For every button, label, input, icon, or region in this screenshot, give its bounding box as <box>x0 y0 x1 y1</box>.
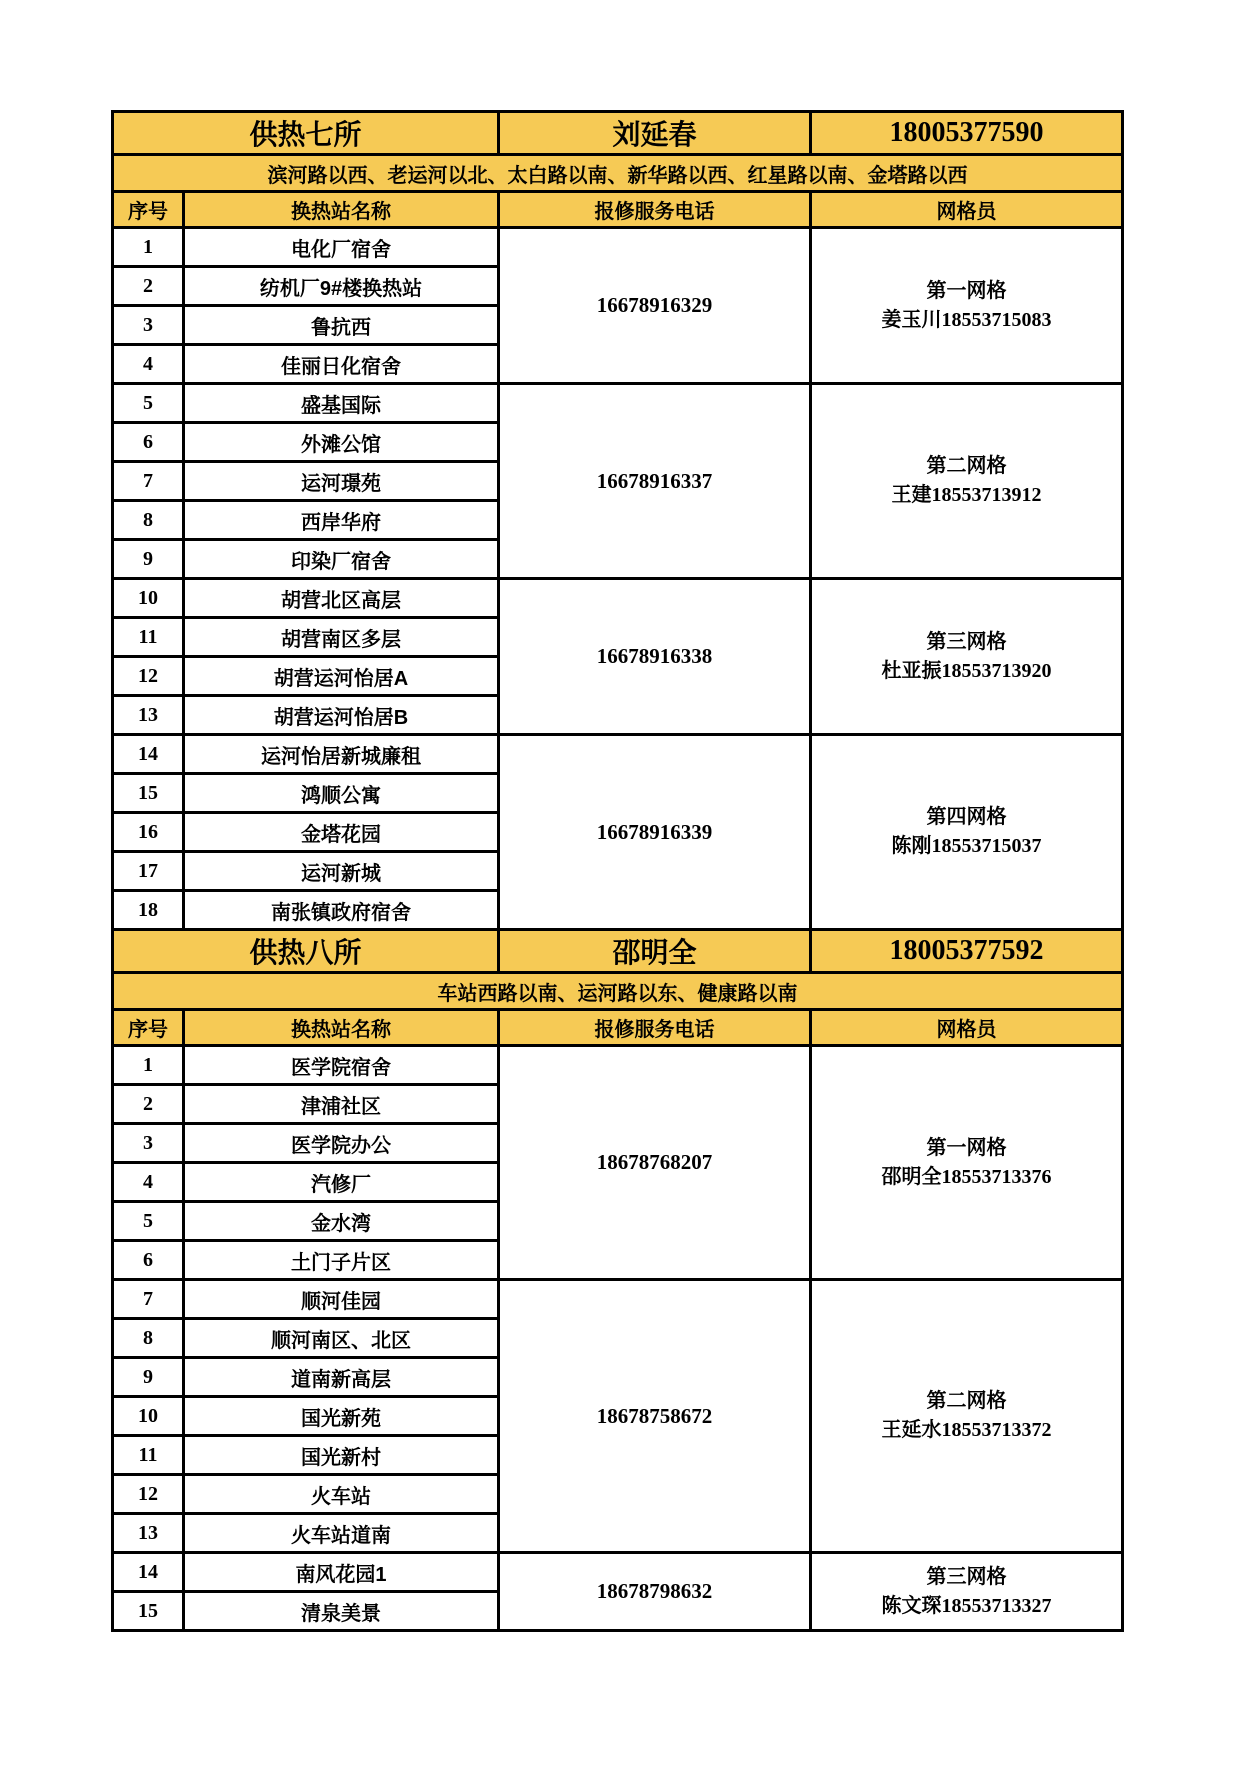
col-header-phone: 报修服务电话 <box>499 192 811 228</box>
station-name: 胡营运河怡居A <box>184 657 499 696</box>
col-header-station: 换热站名称 <box>184 192 499 228</box>
station-name: 火车站道南 <box>184 1514 499 1553</box>
station-name: 土门子片区 <box>184 1241 499 1280</box>
grid-worker: 姜玉川18553715083 <box>881 308 1052 331</box>
station-no: 11 <box>113 1436 184 1475</box>
manager-phone: 18005377592 <box>811 930 1123 973</box>
station-no: 5 <box>113 384 184 423</box>
station-no: 1 <box>113 1046 184 1085</box>
grid-worker-cell <box>811 579 1123 735</box>
station-no: 12 <box>113 657 184 696</box>
col-header-grid: 网格员 <box>811 1010 1123 1046</box>
station-name: 胡营北区高层 <box>184 579 499 618</box>
grid-name: 第四网格 <box>926 806 1007 828</box>
station-no: 13 <box>113 696 184 735</box>
station-name: 佳丽日化宿舍 <box>184 345 499 384</box>
station-no: 10 <box>113 579 184 618</box>
station-name: 医学院办公 <box>184 1124 499 1163</box>
grid-worker: 陈刚18553715037 <box>891 835 1042 857</box>
station-no: 7 <box>113 462 184 501</box>
station-row <box>113 384 1123 423</box>
grid-worker-cell <box>811 1280 1123 1553</box>
section-header-row <box>113 112 1123 155</box>
grid-worker: 王建18553713912 <box>891 484 1042 506</box>
station-no: 13 <box>113 1514 184 1553</box>
station-no: 5 <box>113 1202 184 1241</box>
station-no: 14 <box>113 735 184 774</box>
station-no: 1 <box>113 228 184 267</box>
station-name: 运河新城 <box>184 852 499 891</box>
service-phone: 18678768207 <box>499 1046 811 1280</box>
station-name: 汽修厂 <box>184 1163 499 1202</box>
station-name: 胡营南区多层 <box>184 618 499 657</box>
station-name: 医学院宿舍 <box>184 1046 499 1085</box>
station-no: 15 <box>113 774 184 813</box>
station-row <box>113 1046 1123 1085</box>
section-header-row <box>113 930 1123 973</box>
office-name: 供热七所 <box>113 112 499 155</box>
station-no: 11 <box>113 618 184 657</box>
coverage-area: 滨河路以西、老运河以北、太白路以南、新华路以西、红星路以南、金塔路以西 <box>113 155 1123 192</box>
col-header-phone: 报修服务电话 <box>499 1010 811 1046</box>
station-name: 运河璟苑 <box>184 462 499 501</box>
station-no: 9 <box>113 1358 184 1397</box>
station-no: 14 <box>113 1553 184 1592</box>
station-no: 6 <box>113 1241 184 1280</box>
table-body <box>113 112 1123 1631</box>
station-row <box>113 1280 1123 1319</box>
service-phone: 16678916329 <box>499 228 811 384</box>
station-name: 纺机厂9#楼换热站 <box>184 267 499 306</box>
manager-name: 邵明全 <box>499 930 811 973</box>
station-name: 国光新村 <box>184 1436 499 1475</box>
coverage-area: 车站西路以南、运河路以东、健康路以南 <box>113 973 1123 1010</box>
station-name: 胡营运河怡居B <box>184 696 499 735</box>
station-name: 南张镇政府宿舍 <box>184 891 499 930</box>
station-no: 7 <box>113 1280 184 1319</box>
grid-name: 第三网格 <box>926 1565 1007 1588</box>
station-no: 6 <box>113 423 184 462</box>
grid-worker-cell <box>811 1046 1123 1280</box>
grid-worker: 邵明全18553713376 <box>881 1165 1052 1188</box>
station-name: 运河怡居新城廉租 <box>184 735 499 774</box>
station-name: 印染厂宿舍 <box>184 540 499 579</box>
grid-worker: 陈文琛18553713327 <box>881 1594 1052 1617</box>
station-row <box>113 228 1123 267</box>
col-header-no: 序号 <box>113 192 184 228</box>
column-header-row <box>113 1010 1123 1046</box>
service-phone: 16678916338 <box>499 579 811 735</box>
col-header-grid: 网格员 <box>811 192 1123 228</box>
station-no: 2 <box>113 1085 184 1124</box>
station-no: 2 <box>113 267 184 306</box>
station-no: 15 <box>113 1592 184 1631</box>
station-name: 西岸华府 <box>184 501 499 540</box>
manager-name: 刘延春 <box>499 112 811 155</box>
station-name: 道南新高层 <box>184 1358 499 1397</box>
station-name: 鸿顺公寓 <box>184 774 499 813</box>
station-no: 8 <box>113 1319 184 1358</box>
station-name: 金塔花园 <box>184 813 499 852</box>
grid-name: 第一网格 <box>926 279 1007 302</box>
station-name: 清泉美景 <box>184 1592 499 1631</box>
grid-worker-cell <box>811 228 1123 384</box>
station-name: 南风花园1 <box>184 1553 499 1592</box>
grid-worker-cell <box>811 735 1123 930</box>
station-name: 火车站 <box>184 1475 499 1514</box>
coverage-row <box>113 155 1123 192</box>
grid-name: 第一网格 <box>926 1136 1007 1159</box>
col-header-no: 序号 <box>113 1010 184 1046</box>
service-phone: 18678798632 <box>499 1553 811 1631</box>
station-no: 16 <box>113 813 184 852</box>
station-no: 3 <box>113 306 184 345</box>
grid-worker-cell <box>811 1553 1123 1631</box>
station-name: 顺河南区、北区 <box>184 1319 499 1358</box>
station-row <box>113 1553 1123 1592</box>
col-header-station: 换热站名称 <box>184 1010 499 1046</box>
station-name: 盛基国际 <box>184 384 499 423</box>
grid-worker-cell <box>811 384 1123 579</box>
station-no: 4 <box>113 345 184 384</box>
station-row <box>113 579 1123 618</box>
service-phone: 16678916339 <box>499 735 811 930</box>
station-name: 电化厂宿舍 <box>184 228 499 267</box>
station-no: 4 <box>113 1163 184 1202</box>
station-name: 顺河佳园 <box>184 1280 499 1319</box>
station-no: 12 <box>113 1475 184 1514</box>
station-no: 18 <box>113 891 184 930</box>
grid-name: 第二网格 <box>926 1390 1007 1412</box>
grid-worker: 王延水18553713372 <box>881 1419 1052 1441</box>
manager-phone: 18005377590 <box>811 112 1123 155</box>
grid-name: 第三网格 <box>926 630 1007 653</box>
grid-name: 第二网格 <box>926 455 1007 477</box>
station-row <box>113 735 1123 774</box>
station-name: 金水湾 <box>184 1202 499 1241</box>
station-no: 8 <box>113 501 184 540</box>
office-name: 供热八所 <box>113 930 499 973</box>
station-no: 10 <box>113 1397 184 1436</box>
station-name: 外滩公馆 <box>184 423 499 462</box>
grid-worker: 杜亚振18553713920 <box>881 659 1052 682</box>
service-phone: 16678916337 <box>499 384 811 579</box>
station-no: 9 <box>113 540 184 579</box>
column-header-row <box>113 192 1123 228</box>
station-name: 鲁抗西 <box>184 306 499 345</box>
heating-station-table <box>111 110 1124 1632</box>
coverage-row <box>113 973 1123 1010</box>
station-no: 17 <box>113 852 184 891</box>
service-phone: 18678758672 <box>499 1280 811 1553</box>
station-name: 国光新苑 <box>184 1397 499 1436</box>
station-name: 津浦社区 <box>184 1085 499 1124</box>
station-no: 3 <box>113 1124 184 1163</box>
